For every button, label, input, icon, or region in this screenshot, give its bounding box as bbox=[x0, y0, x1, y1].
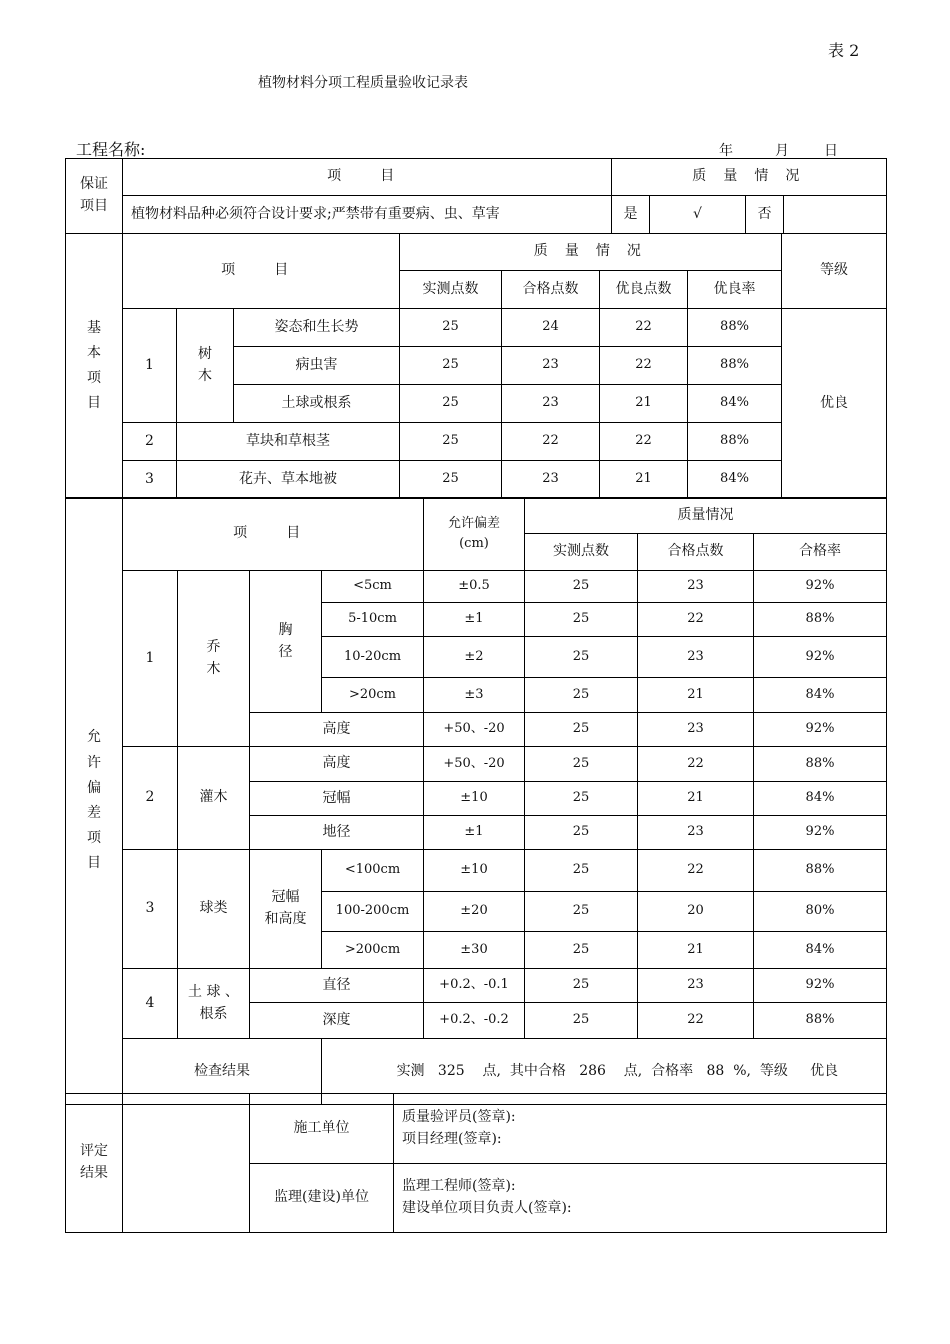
table-row: 土球或根系 25 23 21 84% bbox=[66, 385, 887, 423]
basic-grade-value: 优良 bbox=[782, 309, 887, 499]
table-row: 2 灌木 高度 +50、-20 25 22 88% bbox=[66, 747, 887, 782]
guarantee-content: 植物材料品种必须符合设计要求;严禁带有重要病、虫、草害 bbox=[123, 196, 612, 234]
column-header: 实测点数 bbox=[400, 271, 502, 309]
yes-label: 是 bbox=[612, 196, 650, 234]
guarantee-label: 保证 项目 bbox=[66, 159, 123, 234]
basic-grade-header: 等级 bbox=[782, 234, 887, 309]
date-month-label: 月 bbox=[775, 143, 789, 159]
construction-unit-label: 施工单位 bbox=[250, 1094, 394, 1164]
basic-label: 基 本 项 目 bbox=[66, 234, 123, 499]
column-header: 合格点数 bbox=[638, 534, 754, 571]
row-number: 1 bbox=[123, 309, 177, 423]
tolerance-items-table bbox=[65, 497, 887, 1105]
guarantee-item-header: 项 目 bbox=[123, 159, 612, 196]
table-row: 1 树 木 姿态和生长势 25 24 22 88% 优良 bbox=[66, 309, 887, 347]
arbor-label: 乔 木 bbox=[178, 571, 250, 747]
basic-item-header: 项 目 bbox=[123, 234, 400, 309]
date-day-label: 日 bbox=[824, 143, 838, 159]
table-row: 2 草块和草根茎 25 22 22 88% bbox=[66, 423, 887, 461]
table-row: 5-10cm ±1 25 22 88% bbox=[66, 603, 887, 637]
date-year-label: 年 bbox=[719, 143, 733, 159]
evaluation-label: 评定 结果 bbox=[66, 1094, 123, 1233]
table-row: 地径 ±1 25 23 92% bbox=[66, 816, 887, 850]
table-row: 1 乔 木 胸 径 <5cm ±0.5 25 23 92% bbox=[66, 571, 887, 603]
basic-items-table bbox=[65, 233, 887, 499]
no-label: 否 bbox=[746, 196, 784, 234]
table-row: 100-200cm ±20 25 20 80% bbox=[66, 892, 887, 932]
ball-shrub-label: 球类 bbox=[178, 850, 250, 969]
tolerance-item-header: 项 目 bbox=[123, 498, 424, 571]
table-row: 4 土 球 、 根系 直径 +0.2、-0.1 25 23 92% bbox=[66, 969, 887, 1003]
table-row: 高度 +50、-20 25 23 92% bbox=[66, 713, 887, 747]
construction-signatures: 质量验评员(签章): 项目经理(签章): bbox=[394, 1094, 887, 1164]
tolerance-label: 允 许 偏 差 项 目 bbox=[66, 498, 123, 1105]
table-row: >20cm ±3 25 21 84% bbox=[66, 678, 887, 713]
table-row: 冠幅 ±10 25 21 84% bbox=[66, 782, 887, 816]
tolerance-quality-header: 质量情况 bbox=[525, 498, 887, 534]
basic-quality-header: 质 量 情 况 bbox=[400, 234, 782, 271]
table-row: 病虫害 25 23 22 88% bbox=[66, 347, 887, 385]
table-row: 深度 +0.2、-0.2 25 22 88% bbox=[66, 1003, 887, 1039]
table-row: 3 球类 冠幅 和高度 <100cm ±10 25 22 88% bbox=[66, 850, 887, 892]
supervision-unit-label: 监理(建设)单位 bbox=[250, 1164, 394, 1233]
yes-value: √ bbox=[650, 196, 746, 234]
column-header: 合格点数 bbox=[502, 271, 600, 309]
table-row: 10-20cm ±2 25 23 92% bbox=[66, 637, 887, 678]
column-header: 合格率 bbox=[754, 534, 887, 571]
evaluation-blank bbox=[123, 1094, 250, 1233]
guarantee-quality-header: 质 量 情 况 bbox=[612, 159, 887, 196]
table-row: >200cm ±30 25 21 84% bbox=[66, 932, 887, 969]
table-number: 表 2 bbox=[828, 41, 860, 60]
check-result-label: 检查结果 bbox=[123, 1039, 322, 1105]
tolerance-value-header: 允许偏差 (cm) bbox=[424, 498, 525, 571]
column-header: 优良率 bbox=[688, 271, 782, 309]
check-result-summary: 实测 325 点, 其中合格 286 点, 合格率 88 %, 等级 优良 bbox=[322, 1039, 887, 1105]
column-header: 优良点数 bbox=[600, 271, 688, 309]
crown-height-label: 冠幅 和高度 bbox=[250, 850, 322, 969]
no-value bbox=[784, 196, 887, 234]
document-title: 植物材料分项工程质量验收记录表 bbox=[258, 75, 468, 91]
supervision-signatures: 监理工程师(签章): 建设单位项目负责人(签章): bbox=[394, 1164, 887, 1233]
project-name-label: 工程名称: bbox=[76, 140, 146, 159]
dbh-label: 胸 径 bbox=[250, 571, 322, 713]
table-row: 3 花卉、草本地被 25 23 21 84% bbox=[66, 461, 887, 499]
evaluation-table bbox=[65, 1093, 887, 1233]
rootball-label: 土 球 、 根系 bbox=[178, 969, 250, 1039]
column-header: 实测点数 bbox=[525, 534, 638, 571]
shrub-label: 灌木 bbox=[178, 747, 250, 850]
guarantee-items-table bbox=[65, 158, 887, 234]
tree-label: 树 木 bbox=[177, 309, 234, 423]
